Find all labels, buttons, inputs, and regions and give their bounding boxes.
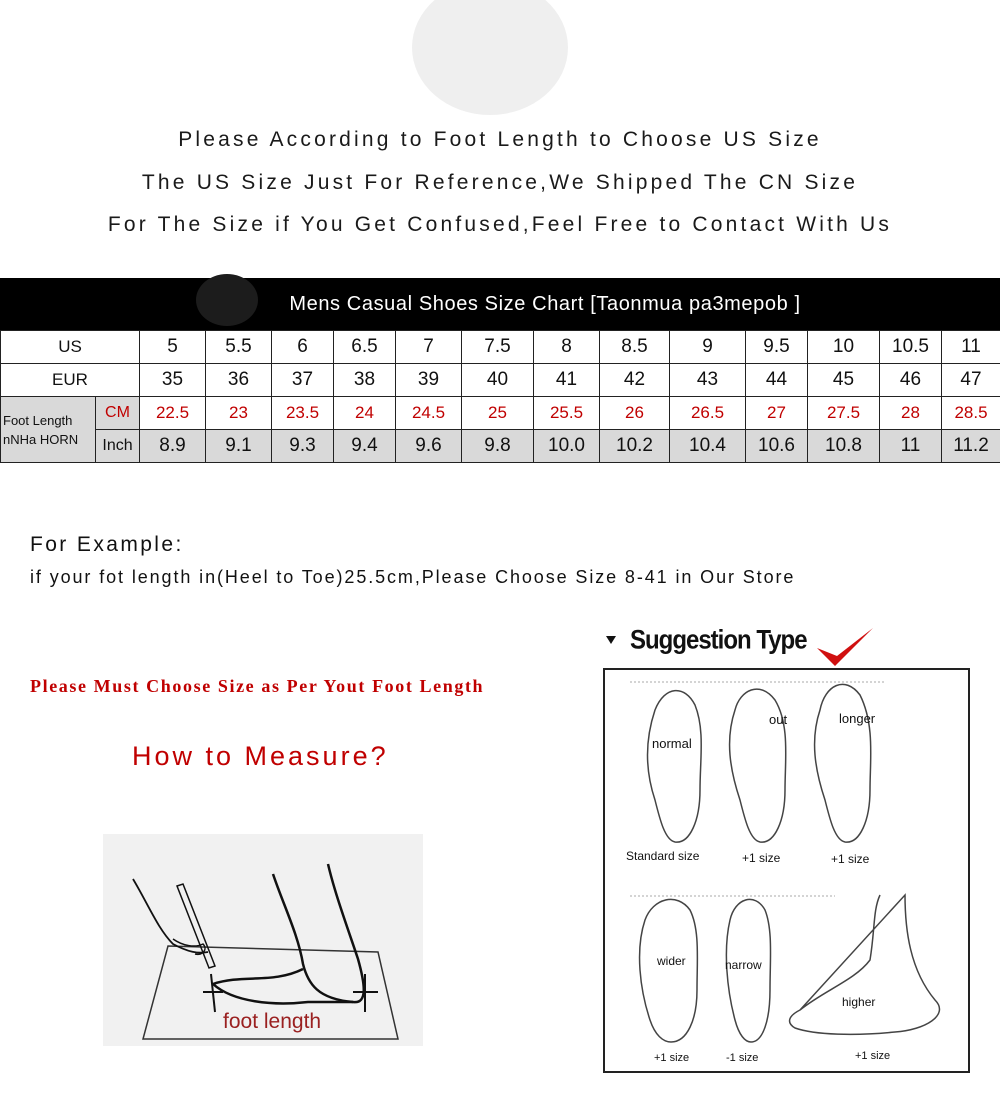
us-cell: 5.5	[206, 331, 272, 364]
header-line-1: Please According to Foot Length to Choose US Size	[178, 128, 822, 151]
eur-cell: 41	[534, 364, 600, 397]
cm-unit-label: CM	[96, 397, 140, 430]
cm-cell: 26.5	[670, 397, 746, 430]
eur-cell: 47	[942, 364, 1000, 397]
inch-unit-label: Inch	[96, 430, 140, 463]
cm-cell: 22.5	[140, 397, 206, 430]
eur-cell: 37	[272, 364, 334, 397]
cm-row	[1, 397, 1000, 430]
eur-cell: 40	[462, 364, 534, 397]
us-cell: 6.5	[334, 331, 396, 364]
example-text: if your fot length in(Heel to Toe)25.5cm,Please Choose Size 8-41 in Our Store	[30, 567, 796, 587]
inch-cell: 11	[880, 430, 942, 463]
suggestion-title: Suggestion Type	[630, 625, 807, 656]
label-out: out	[769, 712, 788, 727]
size-chart-title-banner	[0, 278, 1000, 330]
label-plus-1-size-longer: +1 size	[831, 852, 870, 866]
us-label: US	[1, 331, 140, 364]
cm-cell: 25.5	[534, 397, 600, 430]
cm-cell: 26	[600, 397, 670, 430]
label-higher: higher	[842, 995, 876, 1009]
eur-cell: 42	[600, 364, 670, 397]
cm-cell: 28.5	[942, 397, 1000, 430]
us-cell: 9	[670, 331, 746, 364]
eur-cell: 39	[396, 364, 462, 397]
cm-cell: 23	[206, 397, 272, 430]
eur-row	[1, 364, 1000, 397]
foot-shapes-drawing	[605, 670, 968, 1071]
size-notice: Please Must Choose Size as Per Yout Foot Length	[30, 676, 485, 696]
label-narrow: narrow	[725, 958, 762, 972]
cm-cell: 27.5	[808, 397, 880, 430]
eur-cell: 46	[880, 364, 942, 397]
inch-cell: 10.8	[808, 430, 880, 463]
cm-cell: 24.5	[396, 397, 462, 430]
label-plus-1-size-wider: +1 size	[654, 1052, 690, 1064]
cm-cell: 24	[334, 397, 396, 430]
suggestion-panel	[603, 668, 970, 1073]
label-plus-1-size-higher: +1 size	[855, 1050, 891, 1062]
eur-cell: 43	[670, 364, 746, 397]
cm-cell: 25	[462, 397, 534, 430]
size-chart-table	[0, 330, 1000, 463]
banner-decorative-dot	[196, 274, 258, 326]
us-cell: 11	[942, 331, 1000, 364]
triangle-icon	[606, 636, 616, 644]
size-chart-title: Mens Casual Shoes Size Chart [Taonmua pa3mepob ]	[289, 292, 801, 315]
measure-illustration	[103, 834, 423, 1046]
foot-length-label-illustration: foot length	[223, 1010, 322, 1033]
cm-cell: 28	[880, 397, 942, 430]
inch-row	[1, 430, 1000, 463]
cm-cell: 27	[746, 397, 808, 430]
example-heading: For Example:	[30, 533, 184, 556]
us-cell: 7.5	[462, 331, 534, 364]
cm-cell: 23.5	[272, 397, 334, 430]
label-longer: longer	[839, 711, 876, 726]
us-cell: 7	[396, 331, 462, 364]
how-to-measure-heading: How to Measure?	[132, 741, 389, 771]
eur-cell: 35	[140, 364, 206, 397]
us-cell: 9.5	[746, 331, 808, 364]
label-normal: normal	[652, 736, 692, 751]
us-cell: 10.5	[880, 331, 942, 364]
eur-cell: 38	[334, 364, 396, 397]
eur-cell: 45	[808, 364, 880, 397]
us-cell: 8	[534, 331, 600, 364]
us-row	[1, 331, 1000, 364]
inch-cell: 10.4	[670, 430, 746, 463]
eur-cell: 36	[206, 364, 272, 397]
us-cell: 10	[808, 331, 880, 364]
inch-cell: 11.2	[942, 430, 1000, 463]
inch-cell: 9.6	[396, 430, 462, 463]
inch-cell: 9.1	[206, 430, 272, 463]
inch-cell: 9.8	[462, 430, 534, 463]
checkmark-icon	[815, 626, 875, 670]
foot-length-label: Foot Length nNHa HORN	[1, 397, 96, 463]
label-plus-1-size-out: +1 size	[742, 851, 781, 865]
label-minus-1-size: -1 size	[726, 1052, 759, 1064]
us-cell: 6	[272, 331, 334, 364]
us-cell: 5	[140, 331, 206, 364]
inch-cell: 9.4	[334, 430, 396, 463]
eur-cell: 44	[746, 364, 808, 397]
header-line-2: The US Size Just For Reference,We Shipped The CN Size	[141, 171, 859, 194]
label-wider: wider	[657, 954, 686, 968]
header-line-3: For The Size if You Get Confused,Feel Free to Contact With Us	[107, 213, 893, 236]
decorative-circle	[412, 0, 568, 115]
eur-label: EUR	[1, 364, 140, 397]
us-cell: 8.5	[600, 331, 670, 364]
inch-cell: 10.0	[534, 430, 600, 463]
inch-cell: 10.6	[746, 430, 808, 463]
label-standard-size: Standard size	[626, 849, 700, 863]
inch-cell: 8.9	[140, 430, 206, 463]
inch-cell: 10.2	[600, 430, 670, 463]
inch-cell: 9.3	[272, 430, 334, 463]
